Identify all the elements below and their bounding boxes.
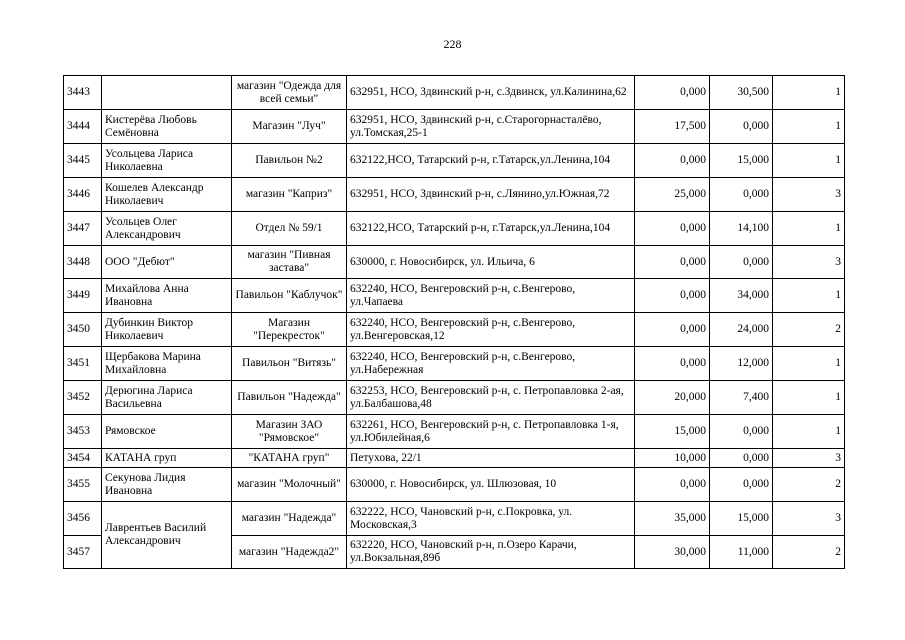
address-cell: 630000, г. Новосибирск, ул. Шлюзовая, 10: [347, 468, 635, 502]
category-value-cell: 1: [773, 212, 845, 246]
value-2-cell: 0,000: [710, 415, 773, 449]
category-value-cell: 1: [773, 415, 845, 449]
value-1-cell: 35,000: [635, 502, 710, 536]
category-value-cell: 1: [773, 279, 845, 313]
value-1-cell: 0,000: [635, 144, 710, 178]
address-cell: 632122,НСО, Татарский р-н, г.Татарск,ул.Ленина,104: [347, 144, 635, 178]
store-name-cell: Павильон "Витязь": [232, 347, 347, 381]
table-row: [64, 76, 845, 110]
value-1-cell: 20,000: [635, 381, 710, 415]
owner-name-cell: Михайлова Анна Ивановна: [102, 279, 232, 313]
value-1-cell: 25,000: [635, 178, 710, 212]
value-1-cell: 30,000: [635, 536, 710, 569]
address-cell: 632261, НСО, Венгеровский р-н, с. Петропавловка 1-я, ул.Юбилейная,6: [347, 415, 635, 449]
value-2-cell: 0,000: [710, 110, 773, 144]
owner-name-cell: Кошелев Александр Николаевич: [102, 178, 232, 212]
owner-name-cell: ООО "Дебют": [102, 246, 232, 279]
address-cell: 632951, НСО, Здвинский р-н, с.Лянино,ул.Южная,72: [347, 178, 635, 212]
row-number-cell: 3443: [64, 76, 102, 110]
category-value-cell: 1: [773, 110, 845, 144]
table-row: [64, 468, 845, 502]
owner-name-cell: Рямовское: [102, 415, 232, 449]
value-2-cell: 12,000: [710, 347, 773, 381]
store-name-cell: Павильон "Надежда": [232, 381, 347, 415]
owner-name-cell: КАТАНА груп: [102, 449, 232, 468]
address-cell: 632240, НСО, Венгеровский р-н, с.Венгерово, ул.Венгеровская,12: [347, 313, 635, 347]
table-row: [64, 313, 845, 347]
store-name-cell: Магазин "Луч": [232, 110, 347, 144]
category-value-cell: 2: [773, 536, 845, 569]
table-row: [64, 502, 845, 536]
row-number-cell: 3452: [64, 381, 102, 415]
store-name-cell: магазин "Пивная застава": [232, 246, 347, 279]
value-2-cell: 34,000: [710, 279, 773, 313]
owner-name-cell: Дубинкин Виктор Николаевич: [102, 313, 232, 347]
records-table: [63, 75, 845, 569]
category-value-cell: 1: [773, 347, 845, 381]
value-2-cell: 0,000: [710, 468, 773, 502]
value-1-cell: 0,000: [635, 279, 710, 313]
row-number-cell: 3455: [64, 468, 102, 502]
value-2-cell: 30,500: [710, 76, 773, 110]
address-cell: Петухова, 22/1: [347, 449, 635, 468]
category-value-cell: 2: [773, 468, 845, 502]
store-name-cell: Магазин ЗАО "Рямовское": [232, 415, 347, 449]
category-value-cell: 3: [773, 502, 845, 536]
row-number-cell: 3453: [64, 415, 102, 449]
owner-name-cell: Лаврентьев Василий Александрович: [102, 502, 232, 569]
table-row: [64, 212, 845, 246]
value-2-cell: 0,000: [710, 449, 773, 468]
address-cell: 632222, НСО, Чановский р-н, с.Покровка, ул. Московская,3: [347, 502, 635, 536]
address-cell: 632253, НСО, Венгеровский р-н, с. Петропавловка 2-ая, ул.Балбашова,48: [347, 381, 635, 415]
owner-name-cell: Кистерёва Любовь Семёновна: [102, 110, 232, 144]
table-row: [64, 347, 845, 381]
store-name-cell: магазин "Каприз": [232, 178, 347, 212]
value-2-cell: 7,400: [710, 381, 773, 415]
row-number-cell: 3456: [64, 502, 102, 536]
table-row: [64, 449, 845, 468]
category-value-cell: 3: [773, 178, 845, 212]
store-name-cell: магазин "Надежда": [232, 502, 347, 536]
category-value-cell: 1: [773, 144, 845, 178]
value-2-cell: 0,000: [710, 246, 773, 279]
row-number-cell: 3450: [64, 313, 102, 347]
owner-name-cell: Щербакова Марина Михайловна: [102, 347, 232, 381]
value-1-cell: 0,000: [635, 76, 710, 110]
row-number-cell: 3454: [64, 449, 102, 468]
category-value-cell: 3: [773, 449, 845, 468]
category-value-cell: 2: [773, 313, 845, 347]
address-cell: 632220, НСО, Чановский р-н, п.Озеро Карачи, ул.Вокзальная,89б: [347, 536, 635, 569]
value-1-cell: 10,000: [635, 449, 710, 468]
table-row: [64, 144, 845, 178]
row-number-cell: 3445: [64, 144, 102, 178]
category-value-cell: 1: [773, 76, 845, 110]
table-body: [64, 76, 845, 569]
address-cell: 632240, НСО, Венгеровский р-н, с.Венгерово, ул.Набережная: [347, 347, 635, 381]
value-2-cell: 11,000: [710, 536, 773, 569]
row-number-cell: 3451: [64, 347, 102, 381]
address-cell: 632240, НСО, Венгеровский р-н, с.Венгерово, ул.Чапаева: [347, 279, 635, 313]
address-cell: 630000, г. Новосибирск, ул. Ильича, 6: [347, 246, 635, 279]
value-1-cell: 15,000: [635, 415, 710, 449]
table-row: [64, 178, 845, 212]
store-name-cell: магазин "Молочный": [232, 468, 347, 502]
owner-name-cell: Секунова Лидия Ивановна: [102, 468, 232, 502]
category-value-cell: 1: [773, 381, 845, 415]
row-number-cell: 3446: [64, 178, 102, 212]
value-2-cell: 15,000: [710, 502, 773, 536]
value-1-cell: 0,000: [635, 347, 710, 381]
row-number-cell: 3444: [64, 110, 102, 144]
table-row: [64, 110, 845, 144]
store-name-cell: Павильон "Каблучок": [232, 279, 347, 313]
row-number-cell: 3447: [64, 212, 102, 246]
value-1-cell: 0,000: [635, 313, 710, 347]
owner-name-cell: [102, 76, 232, 110]
table-row: [64, 381, 845, 415]
owner-name-cell: Усольцева Лариса Николаевна: [102, 144, 232, 178]
address-cell: 632951, НСО, Здвинский р-н, с.Старогорнасталёво, ул.Томская,25-1: [347, 110, 635, 144]
row-number-cell: 3448: [64, 246, 102, 279]
owner-name-cell: Усольцев Олег Александрович: [102, 212, 232, 246]
table-row: [64, 279, 845, 313]
store-name-cell: Отдел № 59/1: [232, 212, 347, 246]
table-row: [64, 246, 845, 279]
store-name-cell: магазин "Одежда для всей семьи": [232, 76, 347, 110]
row-number-cell: 3449: [64, 279, 102, 313]
store-name-cell: магазин "Надежда2": [232, 536, 347, 569]
value-2-cell: 0,000: [710, 178, 773, 212]
owner-name-cell: Дерюгина Лариса Васильевна: [102, 381, 232, 415]
store-name-cell: Магазин "Перекресток": [232, 313, 347, 347]
value-1-cell: 0,000: [635, 468, 710, 502]
category-value-cell: 3: [773, 246, 845, 279]
value-2-cell: 24,000: [710, 313, 773, 347]
store-name-cell: Павильон №2: [232, 144, 347, 178]
table-row: [64, 415, 845, 449]
value-2-cell: 14,100: [710, 212, 773, 246]
address-cell: 632122,НСО, Татарский р-н, г.Татарск,ул.Ленина,104: [347, 212, 635, 246]
value-2-cell: 15,000: [710, 144, 773, 178]
row-number-cell: 3457: [64, 536, 102, 569]
value-1-cell: 0,000: [635, 246, 710, 279]
value-1-cell: 0,000: [635, 212, 710, 246]
value-1-cell: 17,500: [635, 110, 710, 144]
page-number: 228: [443, 37, 462, 51]
address-cell: 632951, НСО, Здвинский р-н, с.Здвинск, ул.Калинина,62: [347, 76, 635, 110]
store-name-cell: "КАТАНА груп": [232, 449, 347, 468]
